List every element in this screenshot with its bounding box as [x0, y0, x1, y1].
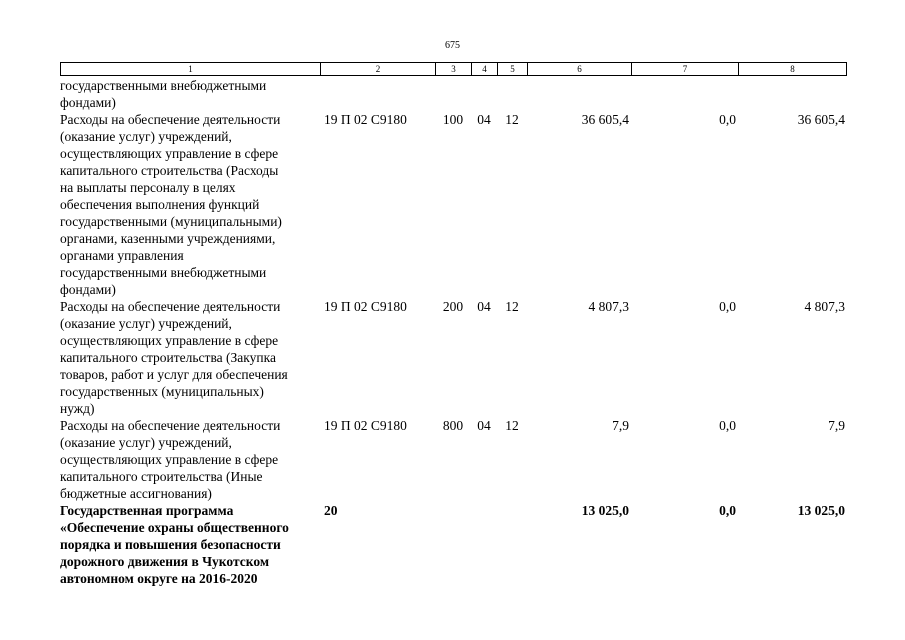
header-col-8: 8 [790, 64, 795, 74]
row-col-3 [435, 502, 471, 587]
row-code: 19 П 02 С9180 [324, 112, 407, 127]
row-col-5: 12 [505, 418, 519, 433]
table-row [60, 298, 847, 417]
row-col-3: 100 [442, 112, 464, 127]
row-name [60, 502, 320, 587]
header-col-3: 3 [436, 63, 472, 75]
table-row [60, 111, 847, 298]
row-name-line: государственными внебюджетными [60, 265, 267, 280]
row-col-4 [471, 502, 497, 587]
row-name [60, 298, 320, 417]
table-header [60, 62, 847, 76]
row-code: 19 П 02 С9180 [324, 299, 407, 314]
row-name-line: порядка и повышения безопасности [60, 537, 281, 552]
header-col-5: 5 [498, 63, 528, 75]
row-name-line: органами, казенными учреждениями, [60, 231, 276, 246]
row-name-line: товаров, работ и услуг для обеспечения [60, 367, 288, 382]
row-value-7: 0,0 [719, 112, 736, 127]
row-value-7: 0,0 [719, 299, 736, 314]
row-name-line: дорожного движения в Чукотском [60, 554, 270, 569]
row-col-4: 04 [477, 299, 491, 314]
row-name-line: нужд) [60, 401, 95, 416]
row-name [60, 417, 320, 502]
header-col-1: 1 [61, 63, 321, 75]
continuation-row [60, 77, 847, 111]
row-name-line: осуществляющих управление в сфере [60, 146, 279, 161]
row-value-8: 7,9 [828, 418, 845, 433]
row-name-line: государственных (муниципальных) [60, 384, 264, 399]
row-name-line: фондами) [60, 282, 116, 297]
row-name-line: (оказание услуг) учреждений, [60, 316, 232, 331]
row-name-line: капитального строительства (Иные [60, 469, 263, 484]
row-name-line: (оказание услуг) учреждений, [60, 435, 232, 450]
row-name-line: осуществляющих управление в сфере [60, 452, 279, 467]
header-col-7: 7 [632, 63, 739, 75]
row-code: 20 [324, 503, 338, 518]
row-value-8: 36 605,4 [797, 112, 845, 127]
row-value-6: 7,9 [612, 418, 629, 433]
row-name-line: осуществляющих управление в сфере [60, 333, 279, 348]
row-name-line: государственными (муниципальными) [60, 214, 282, 229]
row-name-line: на выплаты персоналу в целях [60, 180, 236, 195]
row-value-6: 36 605,4 [581, 112, 629, 127]
row-col-5: 12 [505, 299, 519, 314]
row-name-line: капитального строительства (Расходы [60, 163, 279, 178]
row-name-line: капитального строительства (Закупка [60, 350, 276, 365]
row-col-3: 800 [442, 418, 464, 433]
row-name-line: органами управления [60, 248, 184, 263]
continuation-line: фондами) [60, 95, 116, 110]
page-number: 675 [445, 40, 460, 51]
continuation-line: государственными внебюджетными [60, 78, 267, 93]
row-value-7: 0,0 [719, 503, 736, 518]
row-name-line: бюджетные ассигнования) [60, 486, 212, 501]
row-value-8: 4 807,3 [804, 299, 845, 314]
row-col-5 [497, 502, 527, 587]
row-name-line: Расходы на обеспечение деятельности [60, 418, 281, 433]
table-row [60, 417, 847, 502]
row-col-3: 200 [442, 299, 464, 314]
row-col-4: 04 [477, 418, 491, 433]
row-col-4: 04 [477, 112, 491, 127]
row-col-5: 12 [505, 112, 519, 127]
row-value-6: 13 025,0 [581, 503, 629, 518]
row-name-line: автономном округе на 2016-2020 [60, 571, 258, 586]
row-value-7: 0,0 [719, 418, 736, 433]
header-col-4: 4 [472, 63, 498, 75]
row-name [60, 111, 320, 298]
header-col-6: 6 [528, 63, 632, 75]
row-name-line: обеспечения выполнения функций [60, 197, 260, 212]
row-name-line: (оказание услуг) учреждений, [60, 129, 232, 144]
table-row [60, 502, 847, 587]
row-code: 19 П 02 С9180 [324, 418, 407, 433]
continuation-text [60, 77, 320, 111]
row-name-line: «Обеспечение охраны общественного [60, 520, 289, 535]
row-name-line: Расходы на обеспечение деятельности [60, 112, 281, 127]
row-value-8: 13 025,0 [797, 503, 845, 518]
row-name-line: Расходы на обеспечение деятельности [60, 299, 281, 314]
header-col-2: 2 [321, 63, 436, 75]
table-body [60, 77, 847, 587]
row-value-6: 4 807,3 [588, 299, 629, 314]
row-name-line: Государственная программа [60, 503, 234, 518]
